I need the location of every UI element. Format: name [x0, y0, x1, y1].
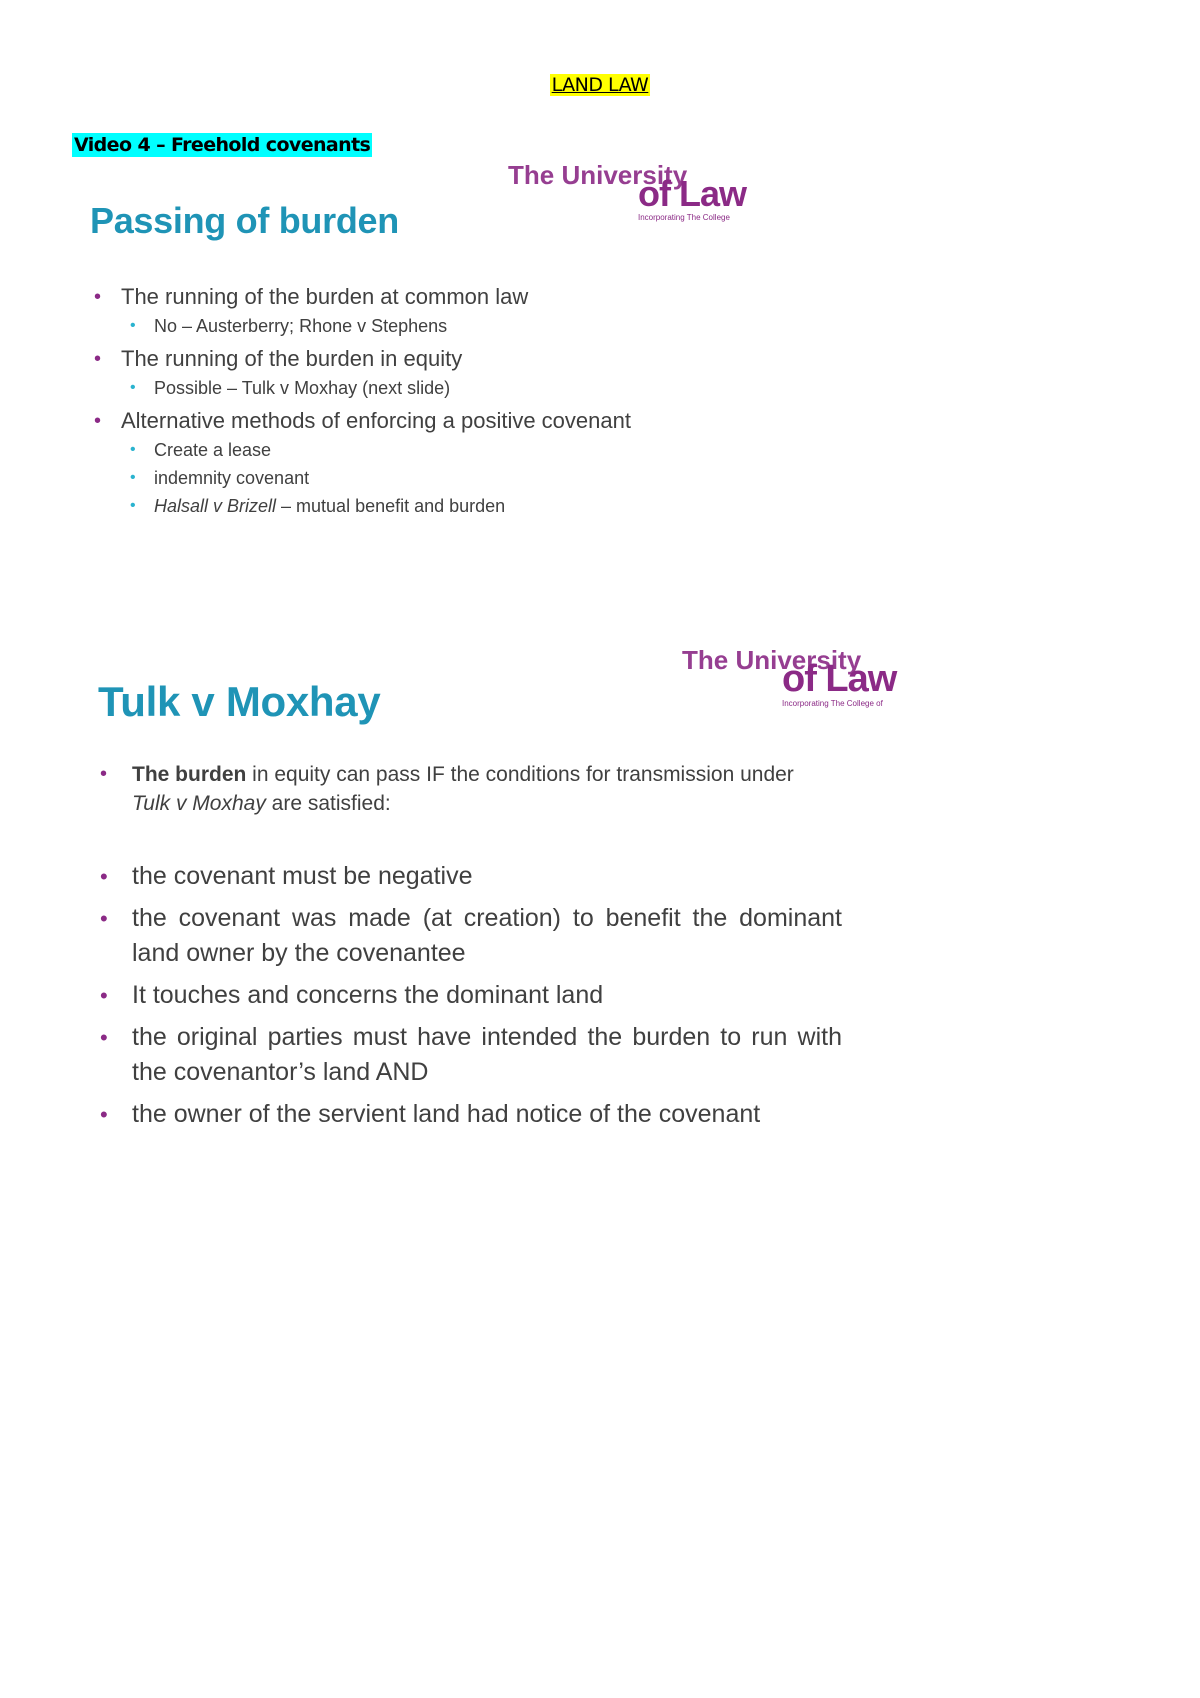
document-title [0, 74, 1200, 96]
slide-passing-of-burden [88, 160, 748, 550]
intro-text: in equity can pass IF the conditions for transmission under [246, 763, 794, 786]
conditions-list [96, 859, 846, 1132]
sub-list-item [88, 492, 748, 520]
intro-item [96, 760, 832, 818]
slide-title: Passing of burden [90, 200, 399, 241]
case-note: – mutual benefit and burden [276, 496, 506, 516]
condition-item: • the covenant was made (at creation) to benefit the dominant land owner by the covenantee [96, 901, 842, 971]
university-logo [508, 160, 758, 228]
condition-item: • It touches and concerns the dominant land [96, 978, 842, 1013]
sub-list-item: • Possible – Tulk v Moxhay (next slide) [88, 374, 748, 402]
condition-item: • the covenant must be negative [96, 859, 842, 894]
university-logo [582, 645, 897, 714]
sub-list-item: • No – Austerberry; Rhone v Stephens [88, 312, 748, 340]
intro-end: are satisfied: [265, 792, 391, 815]
sub-list-item: • indemnity covenant [88, 464, 748, 492]
case-name: Halsall v Brizell [154, 496, 277, 516]
logo-word: of Law [638, 173, 746, 214]
condition-item: • the owner of the servient land had notice of the covenant [96, 1097, 842, 1132]
bullet-list [88, 278, 748, 520]
logo-subtitle: Incorporating The College of [782, 699, 883, 708]
slide-tulk-v-moxhay [96, 645, 897, 1180]
slide-title: Tulk v Moxhay [98, 678, 381, 725]
logo-top-text: The University [508, 160, 688, 190]
list-item: • The running of the burden at common law [88, 282, 748, 312]
list-item: • Alternative methods of enforcing a positive covenant [88, 406, 748, 436]
section-heading: Video 4 – Freehold covenants [74, 134, 371, 156]
document-title-text: LAND LAW [551, 74, 649, 96]
logo-subtitle: Incorporating The College [638, 213, 730, 222]
bullet-list [96, 760, 846, 1139]
logo-top-text: The University [682, 645, 862, 675]
intro-bold: The burden [132, 763, 247, 786]
sub-list-item: • Create a lease [88, 436, 748, 464]
list-item: • The running of the burden in equity [88, 344, 748, 374]
intro-case: Tulk v Moxhay [132, 792, 266, 815]
logo-word: of Law [782, 658, 897, 700]
condition-item: • the original parties must have intended the burden to run with the covenantor’s land AND [96, 1020, 842, 1090]
